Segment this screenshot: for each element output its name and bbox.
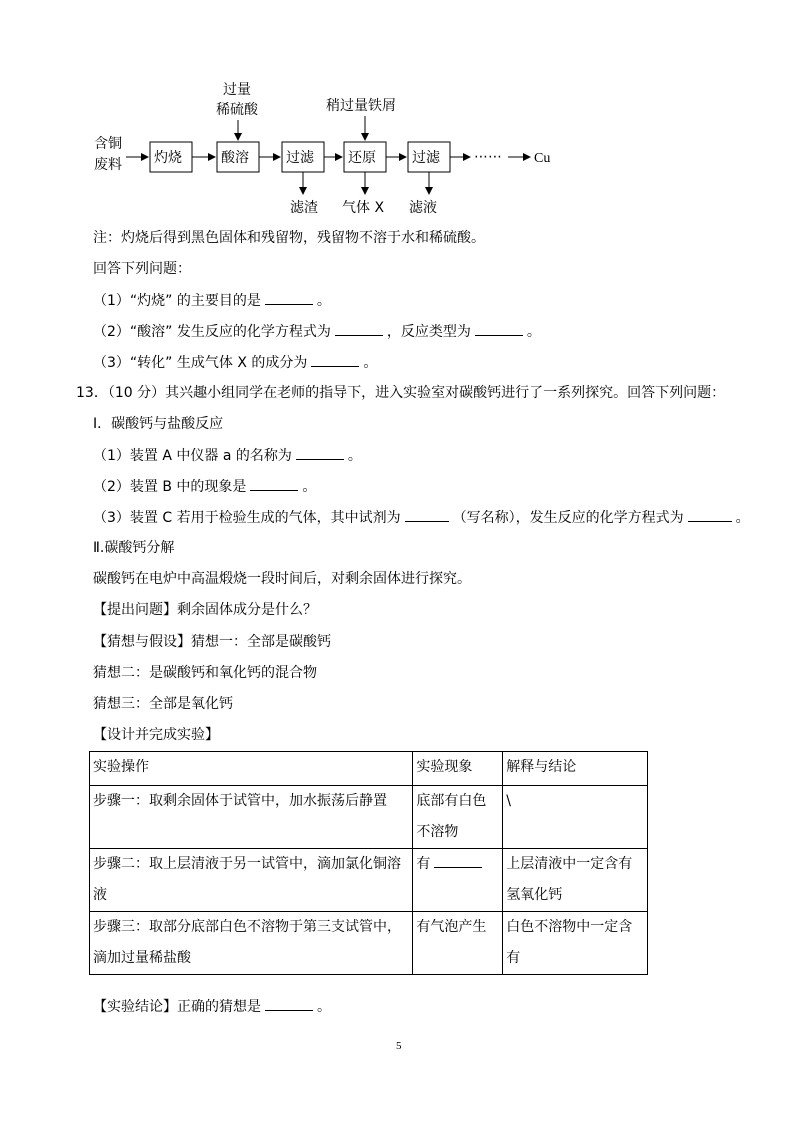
q13-question: 【提出问题】剩余固体成分是什么？ — [93, 602, 317, 618]
table-cell-text: 有 — [416, 856, 431, 872]
table-header-cell: 解释与结论 — [503, 752, 648, 786]
q13-sub2-end: 。 — [302, 479, 317, 495]
answer-blank — [405, 507, 449, 522]
q13-guess1: 【猜想与假设】猜想一：全部是碳酸钙 — [93, 634, 331, 650]
flow-reagent1-line1: 过量 — [223, 82, 251, 98]
q12-part1 — [93, 290, 331, 311]
table-header-row — [90, 752, 648, 786]
table-cell: 白色不溶物中一定含有 — [503, 912, 648, 975]
q12-part1-end: 。 — [316, 293, 331, 309]
table-cell: 有气泡产生 — [413, 912, 503, 975]
table-row — [90, 786, 648, 849]
table-row — [90, 912, 648, 975]
answer-blank — [311, 352, 359, 367]
step-filter1-label: 过滤 — [286, 150, 314, 166]
table-row — [90, 849, 648, 912]
q13-section1: Ⅰ．碳酸钙与盐酸反应 — [93, 416, 224, 432]
flow-output-cu: Cu — [534, 151, 551, 166]
flow-gas-x: 气体 X — [342, 200, 385, 216]
answer-blank — [265, 290, 313, 305]
q12-note: 注：灼烧后得到黑色固体和残留物，残留物不溶于水和稀硫酸。 — [93, 230, 485, 246]
table-cell: 步骤一：取剩余固体于试管中，加水振荡后静置 — [90, 786, 413, 849]
flow-residue: 滤渣 — [290, 200, 318, 216]
q13-title: 13．（10 分）其兴趣小组同学在老师的指导下，进入实验室对碳酸钙进行了一系列探究。回答下列问题： — [76, 385, 726, 401]
q13-sub1-text: （1）装置 A 中仪器 a 的名称为 — [93, 448, 292, 464]
q13-sub2 — [93, 476, 316, 497]
q13-sub1-end: 。 — [347, 448, 362, 464]
step-reduce-label: 还原 — [348, 150, 376, 166]
q13-sub3-text: （3）装置 C 若用于检验生成的气体，其中试剂为 — [93, 510, 401, 526]
table-cell — [413, 849, 503, 912]
q13-sub3-end: 。 — [735, 510, 750, 526]
q12-part3-end: 。 — [363, 355, 378, 371]
q12-part3-text: （3）“转化” 生成气体 X 的成分为 — [93, 355, 308, 371]
process-flow-diagram — [90, 80, 570, 220]
q13-conclusion-end: 。 — [317, 999, 331, 1015]
flow-input-line1: 含铜 — [94, 136, 122, 152]
flow-input-line2: 废料 — [94, 157, 122, 173]
q13-guess2: 猜想二：是碳酸钙和氧化钙的混合物 — [93, 665, 317, 681]
q13-guess3: 猜想三：全部是氧化钙 — [93, 696, 233, 712]
q13-intro: 碳酸钙在电炉中高温煅烧一段时间后，对剩余固体进行探究。 — [93, 571, 471, 587]
answer-blank — [265, 996, 313, 1011]
table-cell: 步骤三：取部分底部白色不溶物于第三支试管中，滴加过量稀盐酸 — [90, 912, 413, 975]
q13-section2: Ⅱ.碳酸钙分解 — [93, 540, 175, 556]
flow-filtrate: 滤液 — [409, 200, 437, 216]
q12-part2 — [93, 321, 541, 342]
step-filter2-label: 过滤 — [412, 150, 440, 166]
answer-blank — [475, 321, 523, 336]
q13-sub3 — [93, 507, 750, 528]
q12-part2-end: 。 — [526, 324, 541, 340]
answer-blank — [335, 321, 383, 336]
q13-conclusion-text: 【实验结论】正确的猜想是 — [93, 999, 261, 1015]
q13-sub2-text: （2）装置 B 中的现象是 — [93, 479, 247, 495]
table-cell: 上层清液中一定含有氢氧化钙 — [503, 849, 648, 912]
q12-part1-text: （1）“灼烧” 的主要目的是 — [93, 293, 261, 309]
table-cell: \ — [503, 786, 648, 849]
page-number: 5 — [396, 1040, 402, 1052]
q12-part2-mid: ，反应类型为 — [386, 324, 471, 340]
flow-ellipsis: ⋯⋯ — [474, 149, 502, 165]
q13-sub3-mid: （写名称），发生反应的化学方程式为 — [452, 510, 684, 526]
step-acid-label: 酸溶 — [221, 150, 249, 166]
answer-blank — [296, 445, 344, 460]
answer-blank — [250, 476, 298, 491]
q12-part2-text: （2）“酸溶” 发生反应的化学方程式为 — [93, 324, 331, 340]
answer-blank — [434, 853, 482, 868]
step-burn-label: 灼烧 — [154, 150, 182, 166]
q12-prompt: 回答下列问题： — [93, 261, 191, 277]
flow-reagent2: 稍过量铁屑 — [326, 98, 396, 114]
q13-design: 【设计并完成实验】 — [93, 727, 219, 743]
answer-blank — [688, 507, 732, 522]
experiment-table — [89, 751, 648, 975]
q13-conclusion — [93, 996, 331, 1017]
q13-sub1 — [93, 445, 362, 466]
table-header-cell: 实验现象 — [413, 752, 503, 786]
table-cell: 底部有白色不溶物 — [413, 786, 503, 849]
table-cell: 步骤二：取上层清液于另一试管中，滴加氯化铜溶液 — [90, 849, 413, 912]
flow-reagent1-line2: 稀硫酸 — [216, 102, 258, 118]
q12-part3 — [93, 352, 377, 373]
table-header-cell: 实验操作 — [90, 752, 413, 786]
